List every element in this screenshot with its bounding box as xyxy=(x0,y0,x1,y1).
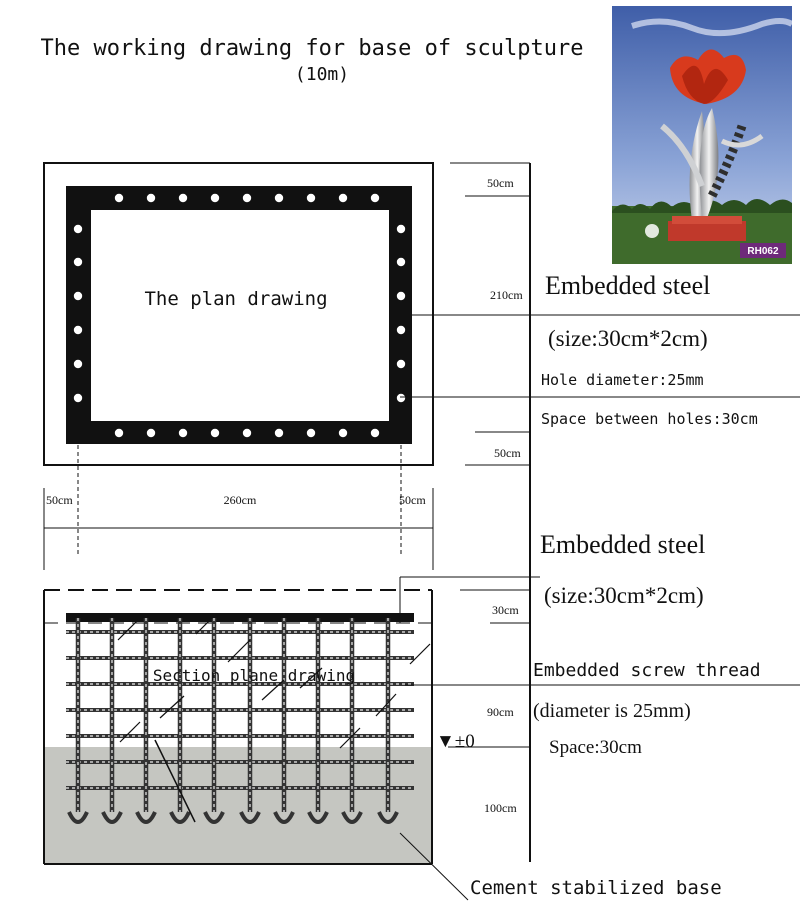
hole xyxy=(339,194,347,202)
steel2-size: (size:30cm*2cm) xyxy=(544,583,704,608)
hole xyxy=(397,360,405,368)
hole xyxy=(397,326,405,334)
horizontal-dimension xyxy=(44,445,433,570)
title-line-1: The working drawing for base of sculpture xyxy=(40,36,584,61)
dim-top-margin: 50cm xyxy=(487,176,514,190)
hole xyxy=(74,394,82,402)
hole xyxy=(397,394,405,402)
hole xyxy=(307,194,315,202)
hole xyxy=(397,225,405,233)
hole xyxy=(307,429,315,437)
dim-plan-depth: 210cm xyxy=(490,288,523,302)
plan-label: The plan drawing xyxy=(144,288,328,310)
hole xyxy=(115,194,123,202)
hole-spacing: Space between holes:30cm xyxy=(541,410,758,428)
dim-section-bottom: 100cm xyxy=(484,801,517,815)
screw-diameter: (diameter is 25mm) xyxy=(533,700,691,722)
hole xyxy=(179,194,187,202)
screw-spacing: Space:30cm xyxy=(549,737,642,758)
hole xyxy=(74,360,82,368)
hole xyxy=(74,258,82,266)
dim-plan-width: 260cm xyxy=(223,493,257,507)
screw-title: Embedded screw thread xyxy=(533,660,761,681)
dim-left-margin: 50cm xyxy=(46,493,73,507)
steel2-title: Embedded steel xyxy=(540,530,706,559)
hole xyxy=(371,194,379,202)
dim-section-top: 30cm xyxy=(492,603,519,617)
level-marker: ▼±0 xyxy=(436,731,475,752)
cement-base xyxy=(44,747,432,864)
tie-wire xyxy=(120,722,140,742)
dim-section-mid: 90cm xyxy=(487,705,514,719)
hole-diameter: Hole diameter:25mm xyxy=(541,371,704,389)
hole xyxy=(74,225,82,233)
hole xyxy=(275,429,283,437)
hole xyxy=(179,429,187,437)
hole xyxy=(74,326,82,334)
section-steel-plate xyxy=(66,613,414,622)
hole xyxy=(211,194,219,202)
hole xyxy=(397,292,405,300)
plan-holes xyxy=(74,194,405,437)
section-drawing xyxy=(44,577,800,900)
section-label: Section plane drawing xyxy=(152,666,356,685)
hole xyxy=(339,429,347,437)
cement-label: Cement stabilized base xyxy=(470,877,722,899)
plan-steel-frame xyxy=(66,186,412,444)
dim-bottom-margin: 50cm xyxy=(494,446,521,460)
dim-right-margin: 50cm xyxy=(399,493,426,507)
hole xyxy=(211,429,219,437)
hole xyxy=(147,194,155,202)
hole xyxy=(147,429,155,437)
hole xyxy=(275,194,283,202)
leader-cement xyxy=(400,833,468,900)
photo-badge: RH062 xyxy=(747,246,779,257)
steel1-size: (size:30cm*2cm) xyxy=(548,326,708,351)
tie-wire xyxy=(410,644,430,664)
title-line-2: (10m) xyxy=(294,64,350,85)
hole xyxy=(397,258,405,266)
sculpture-photo xyxy=(612,6,792,264)
hole xyxy=(243,194,251,202)
hole xyxy=(115,429,123,437)
steel1-title: Embedded steel xyxy=(545,271,711,300)
hole xyxy=(243,429,251,437)
plan-drawing xyxy=(44,163,433,465)
hole xyxy=(74,292,82,300)
hole xyxy=(371,429,379,437)
